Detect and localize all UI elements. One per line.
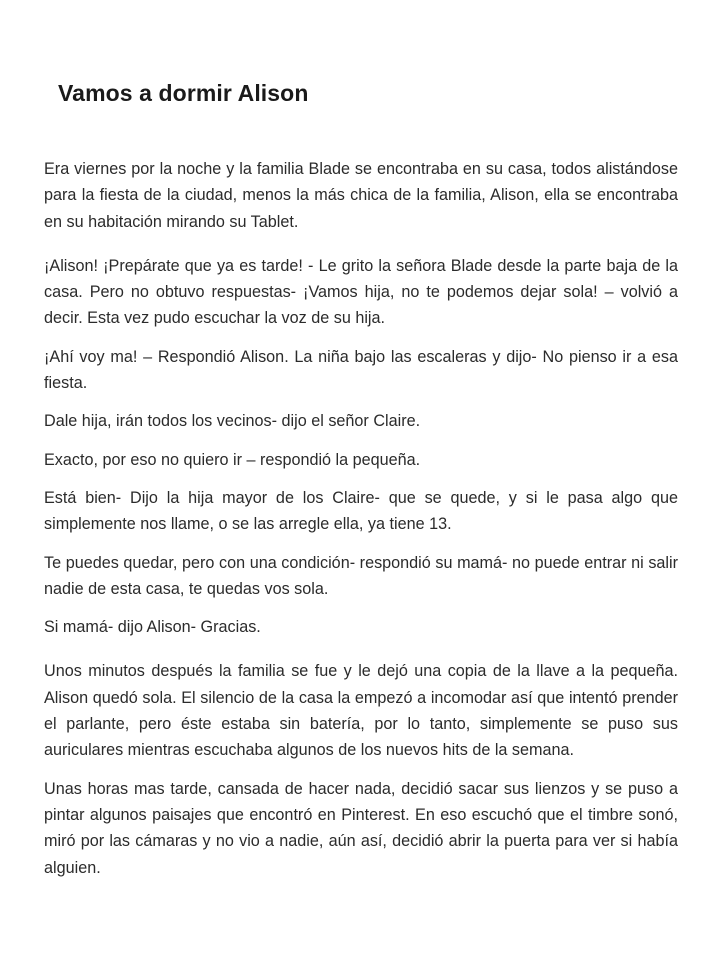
paragraph-5: Exacto, por eso no quiero ir – respondió la pequeña. (44, 450, 421, 469)
paragraph-1: Era viernes por la noche y la familia Blade se encontraba en su casa, todos alistándose para la fiesta de la ciudad, menos la más chica de la familia, Alison, ella se encontraba en su habitación mirando su Tablet. (44, 160, 678, 231)
paragraph-6: Está bien- Dijo la hija mayor de los Claire- que se quede, y si le pasa algo que simplemente nos llame, o se las arregle ella, ya tiene 13. (44, 488, 678, 534)
paragraph-10: Unas horas mas tarde, cansada de hacer nada, decidió sacar sus lienzos y se puso a pintar algunos paisajes que encontró en Pinterest. En eso escuchó que el timbre sonó, miró por las cámaras y no vio a nadie, aún así, decidió abrir la puerta para ver si había alguien. (44, 779, 678, 877)
paragraph-8: Si mamá- dijo Alison- Gracias. (44, 618, 261, 637)
paragraph-2: ¡Alison! ¡Prepárate que ya es tarde! - Le grito la señora Blade desde la parte baja de la casa. Pero no obtuvo respuestas- ¡Vamos hija, no te podemos dejar sola! – volvió a decir. Esta vez pudo escuchar la voz de su hija. (44, 256, 678, 328)
paragraph-3: ¡Ahí voy ma! – Respondió Alison. La niña bajo las escaleras y dijo- No pienso ir a esa fiesta. (44, 347, 678, 393)
paragraph-4: Dale hija, irán todos los vecinos- dijo el señor Claire. (44, 412, 421, 431)
paragraph-7: Te puedes quedar, pero con una condición- respondió su mamá- no puede entrar ni salir nadie de esta casa, te quedas vos sola. (44, 553, 678, 598)
page-title: Vamos a dormir Alison (58, 80, 309, 106)
story-body (44, 156, 678, 893)
paragraph-9: Unos minutos después la familia se fue y le dejó una copia de la llave a la pequeña. Alison quedó sola. El silencio de la casa la empezó a incomodar así que intentó prender el parlante, pero éste estaba sin batería, por lo tanto, simplemente se puso sus auriculares mientras escuchaba algunos de los nuevos hits de la semana. (44, 662, 678, 760)
